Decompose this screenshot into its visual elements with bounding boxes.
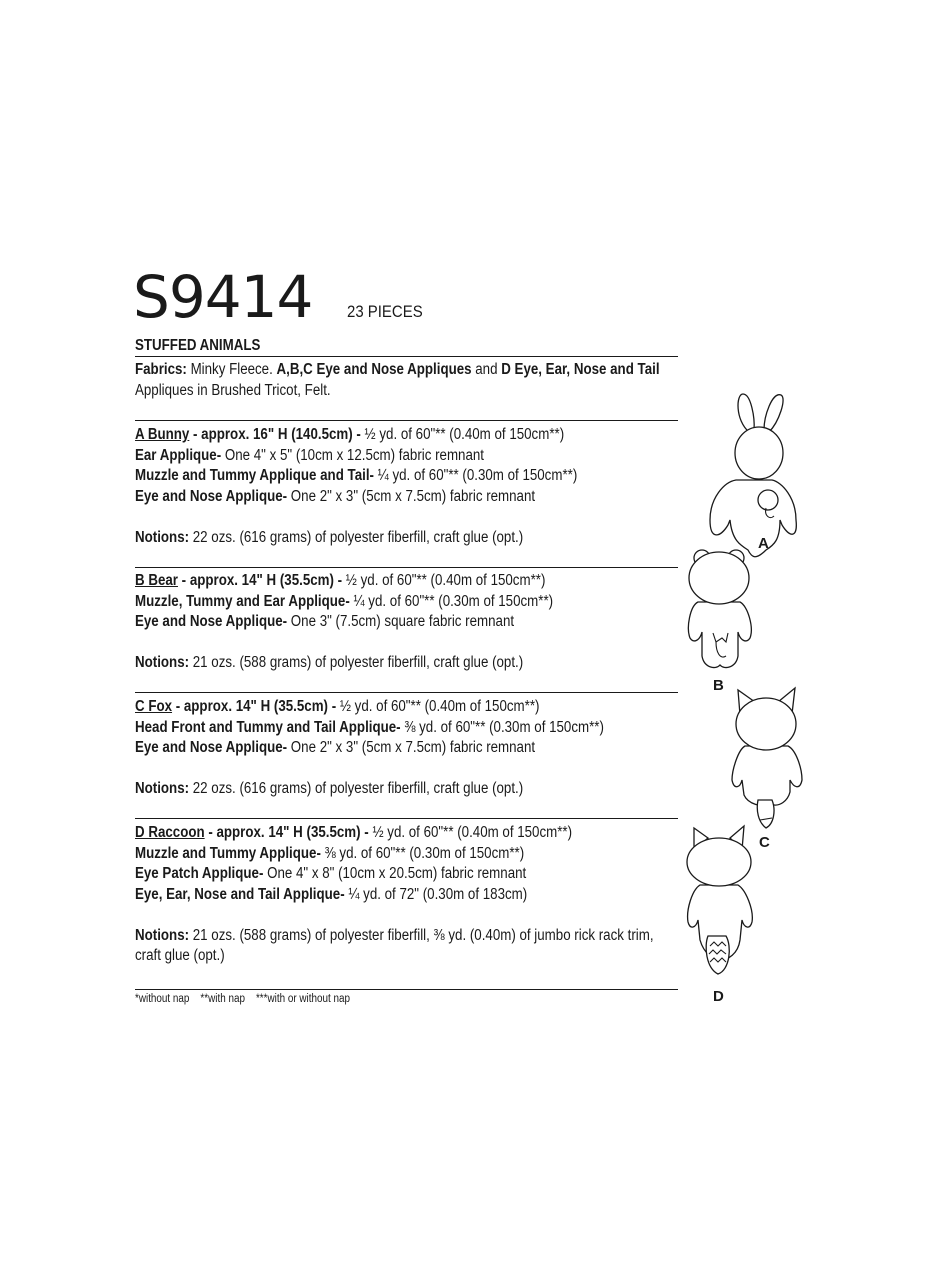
figure-label-d: D	[713, 988, 724, 1005]
figure-label-b: B	[713, 677, 724, 694]
row-text: ¼ yd. of 60"** (0.30m of 150cm**)	[373, 467, 578, 484]
figure-label-a: A	[758, 535, 769, 552]
notions-label: Notions:	[135, 528, 190, 546]
view-name: B Bear	[135, 572, 178, 589]
row-text: One 3" (7.5cm) square fabric remnant	[287, 613, 515, 630]
notions-text: 22 ozs. (616 grams) of polyester fiberfill, craft glue (opt.)	[189, 780, 524, 797]
row-label: Eye, Ear, Nose and Tail Applique-	[135, 885, 345, 903]
notions-text: 21 ozs. (588 grams) of polyester fiberfill, ⅜ yd. (0.40m) of jumbo rick rack trim,	[189, 926, 654, 944]
row-label: Eye and Nose Applique-	[135, 487, 288, 505]
view-size: - approx. 14" H (35.5cm) -	[172, 698, 340, 715]
notions-label: Notions:	[135, 780, 190, 797]
row-text: ⅜ yd. of 60"** (0.30m of 150cm**)	[400, 718, 604, 736]
notions-text: 21 ozs. (588 grams) of polyester fiberfill, craft glue (opt.)	[189, 654, 524, 671]
divider	[135, 692, 678, 693]
view-yardage: ½ yd. of 60"** (0.40m of 150cm**)	[345, 572, 546, 589]
fox-illustration	[732, 688, 802, 828]
row-label: Eye and Nose Applique-	[135, 613, 288, 630]
raccoon-illustration	[687, 826, 752, 974]
pattern-title: STUFFED ANIMALS	[135, 337, 261, 354]
divider	[135, 989, 678, 990]
row-label: Muzzle, Tummy and Ear Applique-	[135, 592, 350, 610]
view-yardage: ½ yd. of 60"** (0.40m of 150cm**)	[372, 824, 573, 841]
view-size: - approx. 14" H (35.5cm) -	[177, 572, 346, 589]
row-text: ¼ yd. of 72" (0.30m of 183cm)	[344, 885, 528, 903]
notions-line-2: craft glue (opt.)	[135, 947, 225, 964]
view-b-section	[135, 571, 553, 674]
piece-count: 23 PIECES	[347, 302, 423, 321]
fabrics-bold: A,B,C Eye and Nose Appliques	[276, 361, 472, 378]
notions-label: Notions:	[135, 654, 190, 671]
view-size: - approx. 16" H (140.5cm) -	[189, 426, 365, 443]
row-text: One 2" x 3" (5cm x 7.5cm) fabric remnant	[287, 739, 536, 756]
row-label: Ear Applique-	[135, 446, 222, 464]
row-label: Eye Patch Applique-	[135, 865, 264, 882]
view-size: - approx. 14" H (35.5cm) -	[204, 824, 373, 841]
view-illustrations	[680, 380, 820, 1020]
divider	[135, 356, 678, 357]
fabrics-line-2: Appliques in Brushed Tricot, Felt.	[135, 381, 331, 399]
row-label: Muzzle and Tummy Applique-	[135, 844, 321, 862]
view-yardage: ½ yd. of 60"** (0.40m of 150cm**)	[364, 426, 565, 443]
view-name: D Raccoon	[135, 824, 205, 841]
bear-illustration	[688, 550, 751, 668]
fabrics-section	[135, 360, 660, 401]
row-label: Head Front and Tummy and Tail Applique-	[135, 718, 401, 736]
pattern-number: S9414	[133, 263, 313, 331]
divider	[135, 818, 678, 819]
view-c-section	[135, 697, 604, 800]
row-text: ⅜ yd. of 60"** (0.30m of 150cm**)	[320, 844, 525, 862]
row-text: One 4" x 5" (10cm x 12.5cm) fabric remnant	[221, 446, 484, 464]
fabrics-text: Minky Fleece.	[186, 361, 277, 378]
notions-label: Notions:	[135, 926, 190, 944]
row-text: ¼ yd. of 60"** (0.30m of 150cm**)	[349, 592, 554, 610]
row-label: Eye and Nose Applique-	[135, 739, 288, 756]
bunny-illustration	[710, 394, 796, 557]
notions-text: 22 ozs. (616 grams) of polyester fiberfill, craft glue (opt.)	[189, 528, 524, 546]
fabrics-text: and	[471, 361, 502, 378]
row-text: One 2" x 3" (5cm x 7.5cm) fabric remnant	[287, 487, 536, 505]
row-label: Muzzle and Tummy Applique and Tail-	[135, 467, 374, 484]
footnote: *without nap **with nap ***with or without nap	[135, 993, 350, 1005]
view-yardage: ½ yd. of 60"** (0.40m of 150cm**)	[339, 698, 540, 715]
view-name: A Bunny	[135, 426, 190, 443]
view-d-section	[135, 823, 654, 967]
divider	[135, 420, 678, 421]
fabrics-label: Fabrics:	[135, 361, 187, 378]
figure-label-c: C	[759, 834, 770, 851]
fabrics-bold: D Eye, Ear, Nose and Tail	[501, 361, 660, 378]
view-a-section	[135, 425, 577, 548]
row-text: One 4" x 8" (10cm x 20.5cm) fabric remnant	[263, 865, 527, 882]
view-name: C Fox	[135, 698, 173, 715]
divider	[135, 567, 678, 568]
